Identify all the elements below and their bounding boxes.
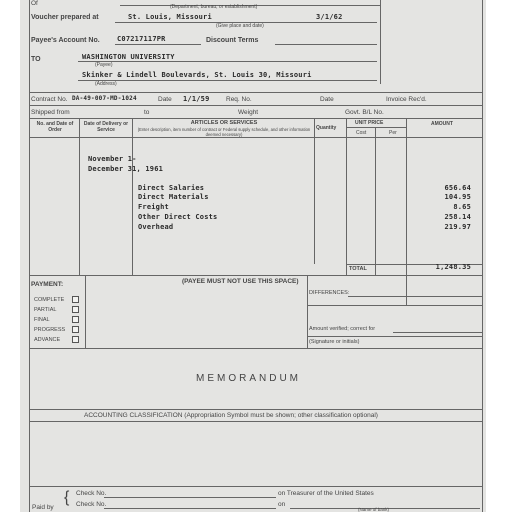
table-bottom-line: [29, 275, 483, 276]
advance-checkbox[interactable]: [72, 336, 79, 343]
payee-line: [78, 61, 377, 62]
table-header-bottom: [29, 137, 483, 138]
check-label: Check No.: [76, 490, 107, 497]
govt-bl-label: Govt. B/L No.: [345, 109, 384, 116]
col-amount-header: AMOUNT: [431, 121, 453, 127]
discount-terms-label: Discount Terms: [206, 37, 259, 44]
payment-option: PROGRESS: [34, 327, 66, 333]
contract-top-line: [29, 92, 483, 93]
item-label: Direct Salaries: [138, 184, 205, 192]
differences-bottom: [307, 305, 483, 306]
item-label: Other Direct Costs: [138, 213, 218, 221]
item-amount: 656.64: [444, 184, 471, 192]
shipped-to-label: to: [144, 109, 150, 116]
voucher-place: St. Louis, Missouri: [128, 13, 212, 21]
col-articles-header: ARTICLES OR SERVICES: [190, 120, 258, 126]
contract-value: DA-49-007-MD-1024: [72, 95, 137, 102]
item-amount: 258.14: [444, 213, 471, 221]
check-label: Check No.: [76, 501, 107, 508]
contract-label: Contract No.: [31, 96, 68, 103]
discount-line: [275, 44, 377, 45]
payee-account-label: Payee's Account No.: [31, 37, 100, 44]
col-divider-5: [375, 127, 376, 275]
partial-checkbox[interactable]: [72, 306, 79, 313]
differences-line: [348, 296, 483, 297]
payment-bottom-line: [29, 348, 483, 349]
payment-option: FINAL: [34, 317, 50, 323]
unit-price-split: [346, 127, 406, 128]
payee-account-value: C07217117PR: [117, 35, 166, 43]
item-amount: 104.95: [444, 193, 471, 201]
col-divider-6: [406, 118, 407, 275]
table-top-line: [29, 118, 483, 119]
final-checkbox[interactable]: [72, 316, 79, 323]
item-amount: 8.65: [453, 203, 471, 211]
department-caption: (Department, bureau, or establishment): [170, 4, 258, 10]
differences-divider: [406, 275, 407, 305]
footer-top-line: [29, 486, 483, 487]
verified-label: Amount verified; correct for: [309, 326, 376, 332]
item-amount: 219.97: [444, 223, 471, 231]
complete-checkbox[interactable]: [72, 296, 79, 303]
col-divider-1: [79, 118, 80, 275]
invoice-received-label: Invoice Rec'd.: [386, 96, 427, 103]
voucher-date: 3/1/62: [316, 13, 343, 21]
differences-label: DIFFERENCES:: [309, 290, 350, 296]
address-line: [78, 80, 377, 81]
contract-mid-line: [29, 105, 483, 106]
payee-address: Skinker & Lindell Boulevards, St. Louis 30, Missouri: [82, 71, 312, 79]
place-date-caption: (Give place and date): [216, 23, 264, 29]
col-per-header: Per: [389, 130, 397, 136]
check-line-2: [104, 508, 276, 509]
second-date-label: Date: [320, 96, 334, 103]
accounting-bottom-line: [29, 421, 483, 422]
col-unit-price-header: UNIT PRICE: [355, 120, 384, 126]
col-quantity-header: Quantity: [316, 125, 337, 131]
contract-date-value: 1/1/59: [183, 95, 210, 103]
period-line-1: November 1-: [88, 155, 137, 163]
col-divider-2: [132, 118, 133, 275]
weight-label: Weight: [238, 109, 259, 116]
payment-divider: [85, 275, 86, 348]
col-order-header: No. and Date of Order: [36, 121, 74, 133]
period-line-2: December 31, 1961: [88, 165, 164, 173]
item-label: Direct Materials: [138, 193, 209, 201]
voucher-prepared-label: Voucher prepared at: [31, 14, 99, 21]
signature-label: (Signature or initials): [309, 339, 360, 345]
address-caption: (Address): [95, 81, 117, 87]
col-cost-header: Cost: [356, 130, 367, 136]
shipped-from-label: Shipped from: [31, 109, 70, 116]
col-divider-3: [314, 118, 315, 264]
treasurer-text: on Treasurer of the United States: [278, 490, 374, 497]
to-label: TO: [31, 56, 41, 63]
memorandum-heading: MEMORANDUM: [196, 373, 301, 384]
payee-caption: (Payee): [95, 62, 113, 68]
payment-option: COMPLETE: [34, 297, 65, 303]
item-label: Overhead: [138, 223, 174, 231]
accounting-top-line: [29, 409, 483, 410]
paid-by-label: Paid by: [32, 504, 54, 511]
col-delivery-header: Date of Delivery or Service: [83, 121, 129, 133]
payee-name: WASHINGTON UNIVERSITY: [82, 53, 175, 61]
col-divider-4: [346, 118, 347, 275]
req-no-label: Req. No.: [226, 96, 252, 103]
on-label: on: [278, 501, 286, 508]
bank-caption: (Name of bank): [358, 507, 390, 512]
top-of-label: Of: [31, 0, 38, 7]
signature-line: [307, 336, 483, 337]
header-divider: [380, 0, 381, 84]
check-line-1: [104, 497, 276, 498]
verified-line: [393, 332, 483, 333]
payment-option: PARTIAL: [34, 307, 57, 313]
brace-symbol: {: [64, 489, 70, 506]
contract-date-label: Date: [158, 96, 172, 103]
payment-option: ADVANCE: [34, 337, 61, 343]
account-line: [115, 44, 201, 45]
item-label: Freight: [138, 203, 169, 211]
total-label: TOTAL: [349, 266, 367, 272]
accounting-classification: ACCOUNTING CLASSIFICATION (Appropriation Symbol must be shown; other classification optional): [84, 412, 378, 419]
total-value: 1,248.35: [435, 263, 471, 271]
payment-label: PAYMENT:: [31, 281, 64, 288]
col-articles-subheader: (Enter description, item number of contract or Federal supply schedule, and other information deemed necessary): [137, 127, 311, 137]
payee-space-divider: [307, 275, 308, 348]
progress-checkbox[interactable]: [72, 326, 79, 333]
payee-notice: (PAYEE MUST NOT USE THIS SPACE): [182, 278, 299, 285]
